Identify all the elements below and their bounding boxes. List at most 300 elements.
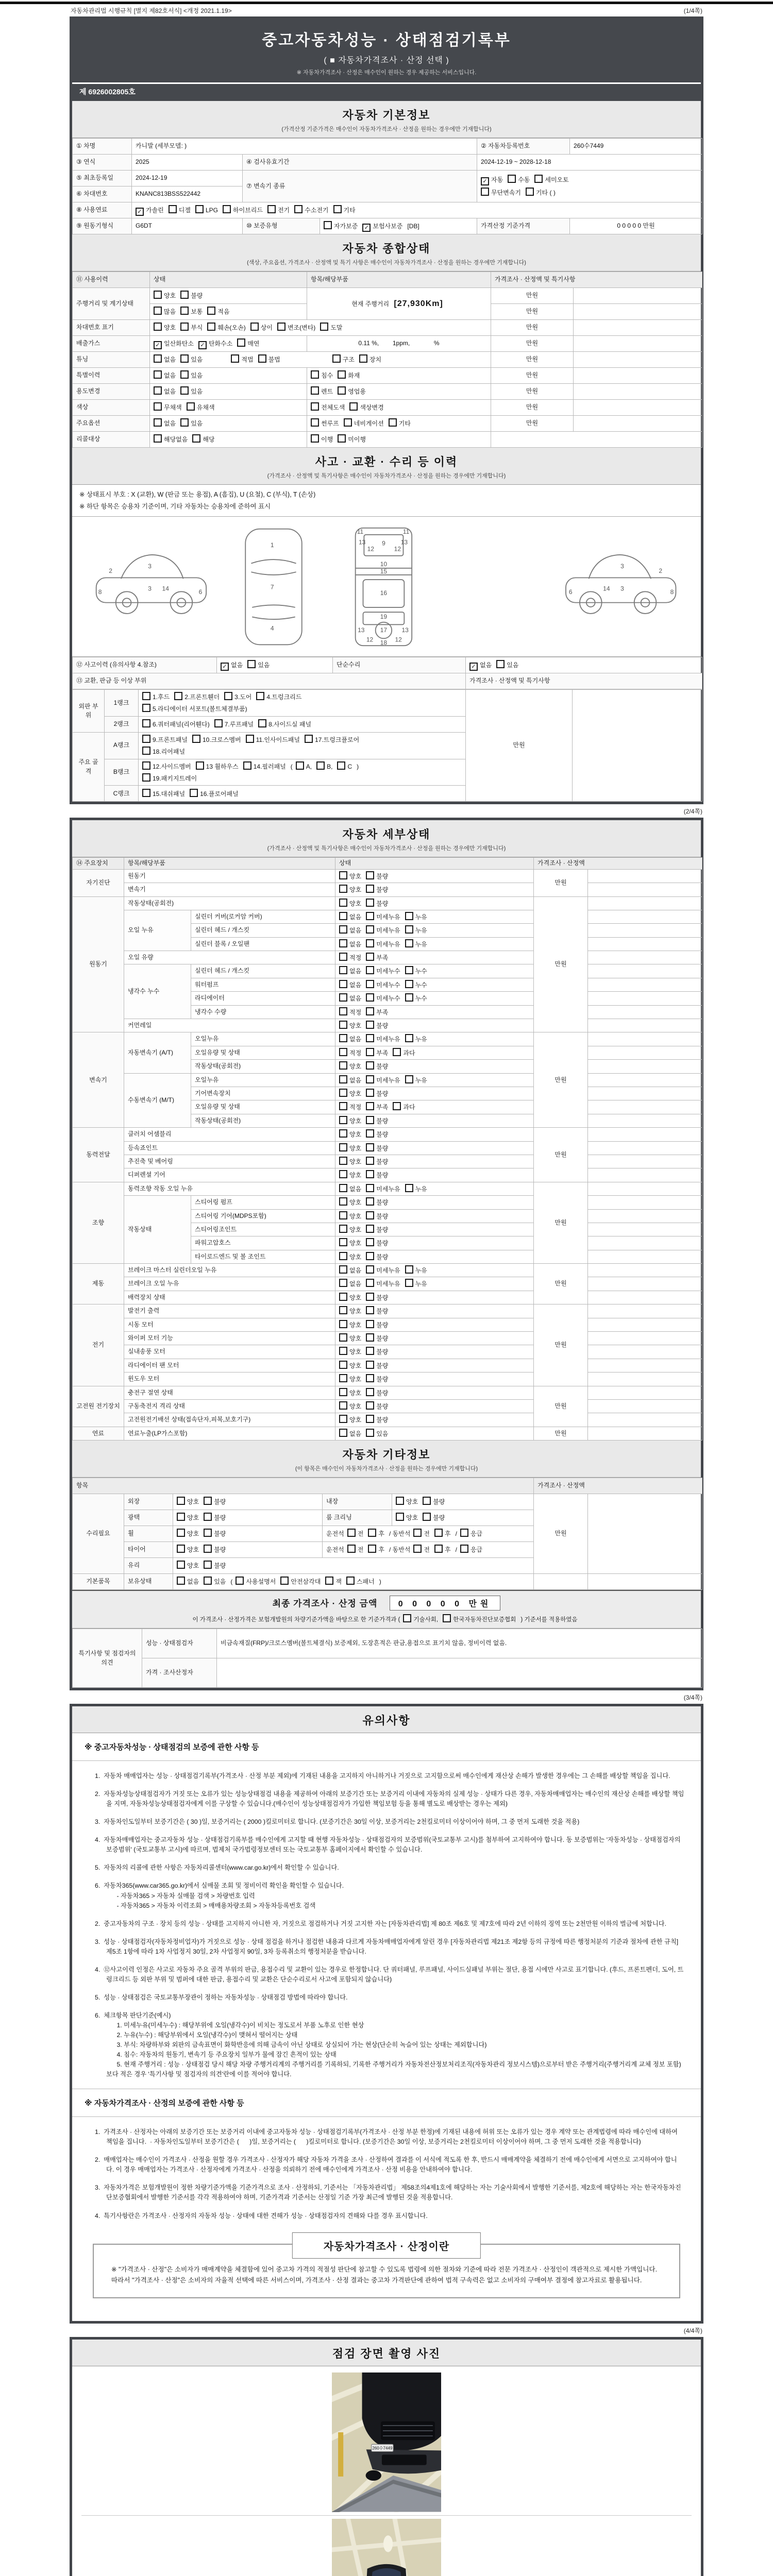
options-cell	[173, 1558, 534, 1574]
checkbox-양호[interactable]	[339, 1211, 361, 1221]
checkbox-매연[interactable]	[237, 338, 259, 348]
checkbox-양호[interactable]	[339, 1116, 361, 1126]
checkbox-양호[interactable]	[339, 1415, 361, 1425]
price-unit-cell: 만원	[534, 1032, 588, 1128]
checkbox-label: 미세누수	[376, 995, 400, 1003]
checkbox-미세누유[interactable]	[366, 1184, 400, 1194]
checkbox-누유[interactable]	[405, 1075, 427, 1085]
checkbox-label: 해당없음	[164, 436, 188, 444]
checkbox-C[interactable]	[337, 761, 352, 771]
section-basic-header	[72, 101, 701, 138]
checkbox-3.도어[interactable]	[224, 692, 251, 702]
table-row	[73, 352, 702, 368]
checkbox-침수[interactable]	[311, 370, 333, 380]
checkbox-없음[interactable]	[339, 1075, 361, 1085]
checkbox-전[interactable]	[347, 1529, 364, 1538]
checkbox-사용설명서[interactable]	[236, 1577, 276, 1586]
checkbox-양호[interactable]	[339, 1170, 361, 1180]
checkbox-부족[interactable]	[366, 953, 388, 962]
checkbox-없음[interactable]	[177, 1577, 199, 1586]
checkbox-미이행[interactable]	[338, 434, 366, 444]
checkbox-미세누유[interactable]	[366, 912, 400, 922]
checkbox-label: 장치	[369, 356, 382, 364]
checkbox-해당[interactable]	[192, 434, 214, 444]
field-label: 튜닝	[73, 352, 150, 368]
checkbox-후[interactable]	[368, 1529, 384, 1538]
checkbox-자가보증[interactable]	[324, 221, 358, 231]
svg-text:3: 3	[620, 585, 624, 592]
checkbox-label: 양호	[349, 1172, 362, 1179]
option-text: /	[455, 1530, 457, 1538]
checkbox-적정[interactable]	[339, 1007, 361, 1017]
section-overall-header	[72, 234, 701, 272]
checkbox-10.크로스멤버[interactable]	[192, 735, 241, 744]
checkbox-응급[interactable]	[460, 1545, 482, 1554]
checkbox-있음[interactable]	[366, 1429, 388, 1438]
checkbox-있음[interactable]	[180, 354, 203, 364]
value-cell: 260수7449	[570, 139, 702, 155]
checkbox-응급[interactable]	[460, 1529, 482, 1538]
checkbox-불량[interactable]	[366, 1225, 388, 1234]
checkbox-4.트렁크리드[interactable]	[256, 692, 301, 702]
checkbox-label: 19.패키지트레이	[153, 774, 197, 782]
checkbox-label: 불량	[214, 1546, 226, 1554]
checkbox-불량[interactable]	[204, 1513, 226, 1522]
inspection-photos	[72, 2366, 701, 2576]
checkbox-양호[interactable]	[339, 1374, 361, 1384]
checkbox-수소전기[interactable]	[294, 205, 328, 215]
checkbox-17.트렁크플로어[interactable]	[305, 735, 359, 744]
checkbox-양호[interactable]	[339, 1401, 361, 1411]
checkbox-불량[interactable]	[204, 1529, 226, 1538]
checkbox-적법[interactable]	[231, 354, 253, 364]
checkbox-15.대쉬패널[interactable]	[142, 789, 185, 799]
checkbox-label: 불량	[376, 1294, 389, 1301]
checkbox-없음[interactable]	[339, 912, 361, 922]
checkbox-불량[interactable]	[366, 1361, 388, 1370]
options-cell	[173, 1574, 534, 1590]
checkbox-label: 없음	[349, 968, 362, 975]
checkbox-없음[interactable]	[221, 661, 243, 671]
checkbox-이행[interactable]	[311, 434, 333, 444]
checkbox-label: 있음	[376, 1430, 389, 1437]
checkbox-불량[interactable]	[366, 1143, 388, 1153]
checkbox-label: 침수	[321, 372, 333, 380]
checkbox-불량[interactable]	[366, 1238, 388, 1248]
price-unit-cell: 만원	[534, 1182, 588, 1263]
checkbox-양호[interactable]	[177, 1545, 199, 1554]
checkbox-불량[interactable]	[366, 899, 388, 908]
checkbox-부식[interactable]	[180, 323, 203, 332]
value-cell: 카니발 (세부모델: )	[132, 139, 477, 155]
options-cell	[139, 786, 466, 802]
checkbox-box	[204, 1561, 212, 1569]
field-label: ⑬ 교환, 판금 등 이상 부위	[73, 673, 466, 689]
value-cell: 실린더 헤드 / 개스킷	[191, 964, 335, 978]
checkbox-자동[interactable]	[481, 176, 503, 185]
checkbox-불량[interactable]	[423, 1513, 445, 1522]
checkbox-16.플로어패널[interactable]	[190, 789, 239, 799]
table-row	[73, 1032, 702, 1046]
svg-text:12: 12	[395, 636, 402, 643]
value-cell	[217, 1658, 702, 1688]
options-cell	[466, 657, 702, 673]
checkbox-불량[interactable]	[423, 1497, 445, 1506]
field-label: 외판 부위	[73, 690, 105, 733]
checkbox-수동[interactable]	[508, 175, 530, 184]
checkbox-label: C	[347, 762, 352, 770]
svg-text:4: 4	[270, 624, 274, 632]
checkbox-B,[interactable]	[316, 761, 332, 771]
checkbox-없음[interactable]	[154, 418, 176, 428]
checkbox-불량[interactable]	[366, 1293, 388, 1302]
checkbox-미세누유[interactable]	[366, 925, 400, 935]
checkbox-기타[interactable]	[389, 418, 411, 428]
checkbox-label: 불량	[191, 292, 203, 300]
checkbox-box	[366, 1061, 374, 1070]
field-label: 가격산정 기준가격	[477, 218, 570, 234]
checkbox-후[interactable]	[368, 1545, 384, 1554]
checkbox-양호[interactable]	[339, 1306, 361, 1316]
checkbox-전[interactable]	[413, 1529, 430, 1538]
checkbox-적정[interactable]	[339, 953, 361, 962]
checkbox-없음[interactable]	[154, 370, 176, 380]
checkbox-누유[interactable]	[405, 939, 427, 949]
checkbox-누수[interactable]	[405, 980, 427, 990]
checkbox-후[interactable]	[434, 1529, 451, 1538]
checkbox-없음[interactable]	[339, 1279, 361, 1289]
section-etc-subtitle: (이 항목은 매수인이 자동차가격조사 · 산정을 원하는 경우에만 기재합니다)	[295, 1466, 478, 1472]
checkbox-불량[interactable]	[204, 1497, 226, 1506]
checkbox-과다[interactable]	[393, 1048, 415, 1058]
checkbox-label: 전체도색	[321, 404, 345, 412]
checkbox-불량[interactable]	[366, 1021, 388, 1030]
option-text: )	[357, 762, 359, 770]
checkbox-무채색[interactable]	[154, 402, 182, 412]
checkbox-많음[interactable]	[154, 307, 176, 316]
checkbox-적음[interactable]	[207, 307, 229, 316]
checkbox-미세누유[interactable]	[366, 1034, 400, 1044]
checkbox-상이[interactable]	[250, 323, 273, 332]
checkbox-양호[interactable]	[339, 1061, 361, 1071]
checkbox-하이브리드[interactable]	[223, 205, 263, 215]
checkbox-box	[405, 1279, 413, 1287]
checkbox-보통[interactable]	[180, 307, 203, 316]
price-survey-definition-box	[93, 2241, 680, 2299]
checkbox-한국자동차진단보증협회[interactable]	[443, 1614, 516, 1623]
checkbox-무단변속기[interactable]	[481, 188, 521, 197]
checkbox-없음[interactable]	[469, 661, 492, 671]
checkbox-미세누유[interactable]	[366, 1279, 400, 1289]
checkbox-A,[interactable]	[296, 761, 312, 771]
checkbox-없음[interactable]	[154, 386, 176, 396]
checkbox-부족[interactable]	[366, 1007, 388, 1017]
checkbox-불량[interactable]	[366, 1211, 388, 1221]
checkbox-없음[interactable]	[339, 925, 361, 935]
svg-text:13: 13	[400, 538, 408, 546]
checkbox-box	[339, 1252, 347, 1260]
checkbox-불량[interactable]	[366, 1197, 388, 1207]
checkbox-12.사이드멤버[interactable]	[142, 761, 191, 771]
checkbox-전기[interactable]	[267, 205, 290, 215]
checkbox-기술사회,[interactable]	[403, 1614, 438, 1623]
table-row	[73, 155, 702, 171]
checkbox-있음[interactable]	[204, 1577, 226, 1586]
checkbox-label: 안전삼각대	[291, 1578, 321, 1586]
checkbox-색상변경[interactable]	[349, 402, 383, 412]
checkbox-누수[interactable]	[405, 993, 427, 1003]
checkbox-불량[interactable]	[366, 1306, 388, 1316]
checkbox-없음[interactable]	[154, 354, 176, 364]
checkbox-누유[interactable]	[405, 1279, 427, 1289]
checkbox-누유[interactable]	[405, 912, 427, 922]
checkbox-유채색[interactable]	[187, 402, 215, 412]
checkbox-불량[interactable]	[366, 1129, 388, 1139]
checkbox-누유[interactable]	[405, 925, 427, 935]
checkbox-미세누유[interactable]	[366, 1075, 400, 1085]
checkbox-누유[interactable]	[405, 1034, 427, 1044]
checkbox-box	[174, 692, 182, 700]
checkbox-스패너[interactable]	[346, 1577, 375, 1586]
checkbox-변조(변타)[interactable]	[277, 323, 315, 332]
checkbox-구조[interactable]	[332, 354, 355, 364]
checkbox-양호[interactable]	[177, 1513, 199, 1522]
checkbox-영업용[interactable]	[338, 386, 366, 396]
checkbox-불량[interactable]	[366, 1320, 388, 1330]
checkbox-box	[316, 761, 325, 770]
checkbox-5.라디에이터 서포트(볼트체결부품)[interactable]	[142, 704, 247, 714]
checkbox-렌트[interactable]	[311, 386, 333, 396]
value-cell	[588, 1318, 702, 1331]
checkbox-미세누유[interactable]	[366, 1265, 400, 1275]
checkbox-양호[interactable]	[177, 1561, 199, 1570]
checkbox-네비게이션[interactable]	[344, 418, 384, 428]
checkbox-box	[366, 1116, 374, 1124]
checkbox-있음[interactable]	[496, 660, 518, 670]
checkbox-디젤[interactable]	[169, 205, 191, 215]
checkbox-양호[interactable]	[339, 885, 361, 894]
notice-body	[72, 1733, 701, 2321]
page-3	[70, 1704, 703, 2324]
checkbox-불량[interactable]	[366, 1415, 388, 1425]
checkbox-양호[interactable]	[339, 871, 361, 881]
checkbox-미세누유[interactable]	[366, 939, 400, 949]
checkbox-없음[interactable]	[339, 1034, 361, 1044]
checkbox-8.사이드실 패널[interactable]	[258, 719, 311, 729]
checkbox-있음[interactable]	[180, 370, 203, 380]
checkbox-양호[interactable]	[396, 1513, 418, 1522]
checkbox-누수[interactable]	[405, 966, 427, 976]
checkbox-양호[interactable]	[339, 1129, 361, 1139]
checkbox-양호[interactable]	[339, 1238, 361, 1248]
checkbox-있음[interactable]	[247, 660, 270, 670]
checkbox-불량[interactable]	[366, 1089, 388, 1098]
checkbox-box	[368, 1529, 376, 1537]
table-row	[73, 1019, 702, 1032]
checkbox-양호[interactable]	[339, 1293, 361, 1302]
checkbox-전체도색[interactable]	[311, 402, 345, 412]
checkbox-부족[interactable]	[366, 1102, 388, 1112]
checkbox-label: 양호	[187, 1514, 199, 1522]
checkbox-불량[interactable]	[366, 1116, 388, 1126]
checkbox-13 휠하우스[interactable]	[196, 761, 239, 771]
checkbox-불량[interactable]	[366, 1157, 388, 1166]
checkbox-없음[interactable]	[339, 1265, 361, 1275]
checkbox-있음[interactable]	[180, 386, 203, 396]
checkbox-box	[333, 205, 342, 213]
options-cell	[335, 1128, 534, 1141]
checkbox-box	[366, 953, 374, 961]
field-label: 색상	[73, 400, 150, 416]
checkbox-보험사보증[interactable]	[362, 222, 402, 232]
field-label: 수동변속기 (M/T)	[124, 1073, 191, 1128]
checkbox-불량[interactable]	[366, 885, 388, 894]
checkbox-양호[interactable]	[339, 1347, 361, 1357]
checkbox-2.프론트휀더[interactable]	[174, 692, 220, 702]
checkbox-후[interactable]	[434, 1545, 451, 1554]
column-header: 항목/해당부품	[307, 272, 491, 288]
table-row	[73, 1182, 702, 1195]
options-cell	[335, 1060, 534, 1073]
checkbox-있음[interactable]	[180, 418, 203, 428]
checkbox-양호[interactable]	[339, 1157, 361, 1166]
checkbox-LPG[interactable]	[195, 205, 218, 215]
checkbox-양호[interactable]	[154, 291, 176, 300]
value-cell: 2024-12-19	[132, 171, 243, 187]
checkbox-box	[339, 871, 347, 879]
checkbox-양호[interactable]	[339, 1197, 361, 1207]
checkbox-box	[460, 1545, 468, 1553]
field-label: 룸 크리닝	[323, 1510, 392, 1526]
checkbox-일산화탄소[interactable]	[154, 340, 194, 349]
checkbox-장치[interactable]	[359, 354, 381, 364]
checkbox-세미오토[interactable]	[534, 175, 568, 184]
checkbox-1.후드[interactable]	[142, 692, 170, 702]
inspector-remarks-table	[72, 1629, 702, 1688]
checkbox-불량[interactable]	[204, 1545, 226, 1554]
checkbox-화재[interactable]	[338, 370, 360, 380]
checkbox-7.루프패널[interactable]	[214, 719, 254, 729]
checkbox-미세누수[interactable]	[366, 993, 400, 1003]
checkbox-불량[interactable]	[204, 1561, 226, 1570]
checkbox-적정[interactable]	[339, 1048, 361, 1058]
checkbox-box	[337, 761, 345, 770]
checkbox-부족[interactable]	[366, 1048, 388, 1058]
svg-text:3: 3	[620, 562, 624, 570]
checkbox-양호[interactable]	[177, 1497, 199, 1506]
checkbox-불량[interactable]	[366, 1401, 388, 1411]
checkbox-기타[interactable]	[333, 205, 356, 215]
checkbox-없음[interactable]	[339, 993, 361, 1003]
checkbox-불량[interactable]	[366, 1252, 388, 1262]
table-row	[73, 1264, 702, 1277]
checkbox-썬루프[interactable]	[311, 418, 339, 428]
checkbox-14.필러패널[interactable]	[243, 761, 286, 771]
checkbox-label: 없음	[349, 1267, 362, 1275]
checkbox-9.프론트패널[interactable]	[142, 735, 188, 744]
checkbox-기타 ( )[interactable]	[526, 188, 556, 197]
checkbox-누유[interactable]	[405, 1184, 427, 1194]
checkbox-양호[interactable]	[339, 1089, 361, 1098]
field-label: C랭크	[105, 786, 139, 802]
value-cell	[574, 384, 702, 400]
checkbox-없음[interactable]	[339, 966, 361, 976]
checkbox-양호[interactable]	[177, 1529, 199, 1538]
checkbox-전[interactable]	[347, 1545, 364, 1554]
checkbox-미세누수[interactable]	[366, 980, 400, 990]
value-cell	[588, 1574, 702, 1590]
value-cell: 실린더 헤드 / 개스킷	[191, 924, 335, 937]
checkbox-도말[interactable]	[320, 323, 342, 332]
checkbox-불법[interactable]	[258, 354, 280, 364]
checkbox-box	[204, 1529, 212, 1537]
checkbox-label: 누유	[415, 913, 427, 921]
checkbox-없음[interactable]	[339, 939, 361, 949]
checkbox-19.패키지트레이[interactable]	[142, 773, 197, 783]
checkbox-label: 양호	[349, 1131, 362, 1139]
checkbox-양호[interactable]	[339, 1252, 361, 1262]
checkbox-label: 미세누유	[376, 927, 400, 935]
checkbox-box	[339, 1320, 347, 1328]
checkbox-label: 불량	[376, 886, 389, 894]
checkbox-가솔린[interactable]	[136, 206, 164, 216]
checkbox-없음[interactable]	[339, 980, 361, 990]
checkbox-탄화수소[interactable]	[198, 340, 232, 349]
checkbox-훼손(오손)[interactable]	[207, 323, 245, 332]
checkbox-불량[interactable]	[366, 1388, 388, 1398]
checkbox-양호[interactable]	[339, 1225, 361, 1234]
checkbox-box	[142, 747, 150, 755]
checkbox-양호[interactable]	[339, 1143, 361, 1153]
checkbox-안전삼각대[interactable]	[280, 1577, 321, 1586]
checkbox-없음[interactable]	[339, 1184, 361, 1194]
checkbox-불량[interactable]	[180, 291, 203, 300]
checkbox-18.리어패널[interactable]	[142, 747, 185, 756]
price-unit-cell: 만원	[534, 1386, 588, 1427]
checkbox-불량[interactable]	[366, 1061, 388, 1071]
checkbox-불량[interactable]	[366, 1333, 388, 1343]
checkbox-불량[interactable]	[366, 1374, 388, 1384]
value-cell	[574, 352, 702, 368]
options-cell	[150, 384, 307, 400]
checkbox-양호[interactable]	[396, 1497, 418, 1506]
checkbox-양호[interactable]	[339, 1333, 361, 1343]
checkbox-6.쿼터패널(리어휀다)[interactable]	[142, 719, 210, 729]
checkbox-box	[460, 1529, 468, 1537]
checkbox-양호[interactable]	[339, 1320, 361, 1330]
value-cell: G6DT	[132, 218, 243, 234]
checkbox-양호[interactable]	[339, 1388, 361, 1398]
checkbox-양호[interactable]	[339, 899, 361, 908]
checkbox-불량[interactable]	[366, 871, 388, 881]
checkbox-label: 보통	[191, 308, 203, 316]
checkbox-11.인사이드패널[interactable]	[246, 735, 300, 744]
checkbox-불량[interactable]	[366, 1347, 388, 1357]
checkbox-양호[interactable]	[154, 323, 176, 332]
checkbox-불량[interactable]	[366, 1170, 388, 1180]
checkbox-잭[interactable]	[325, 1577, 342, 1586]
checkbox-누유[interactable]	[405, 1265, 427, 1275]
checkbox-양호[interactable]	[339, 1021, 361, 1030]
checkbox-과다[interactable]	[393, 1102, 415, 1112]
checkbox-box	[325, 1577, 333, 1585]
checkbox-전[interactable]	[413, 1545, 430, 1554]
checkbox-적정[interactable]	[339, 1102, 361, 1112]
checkbox-없음[interactable]	[339, 1429, 361, 1438]
checkbox-해당없음[interactable]	[154, 434, 188, 444]
checkbox-미세누수[interactable]	[366, 966, 400, 976]
checkbox-양호[interactable]	[339, 1361, 361, 1370]
